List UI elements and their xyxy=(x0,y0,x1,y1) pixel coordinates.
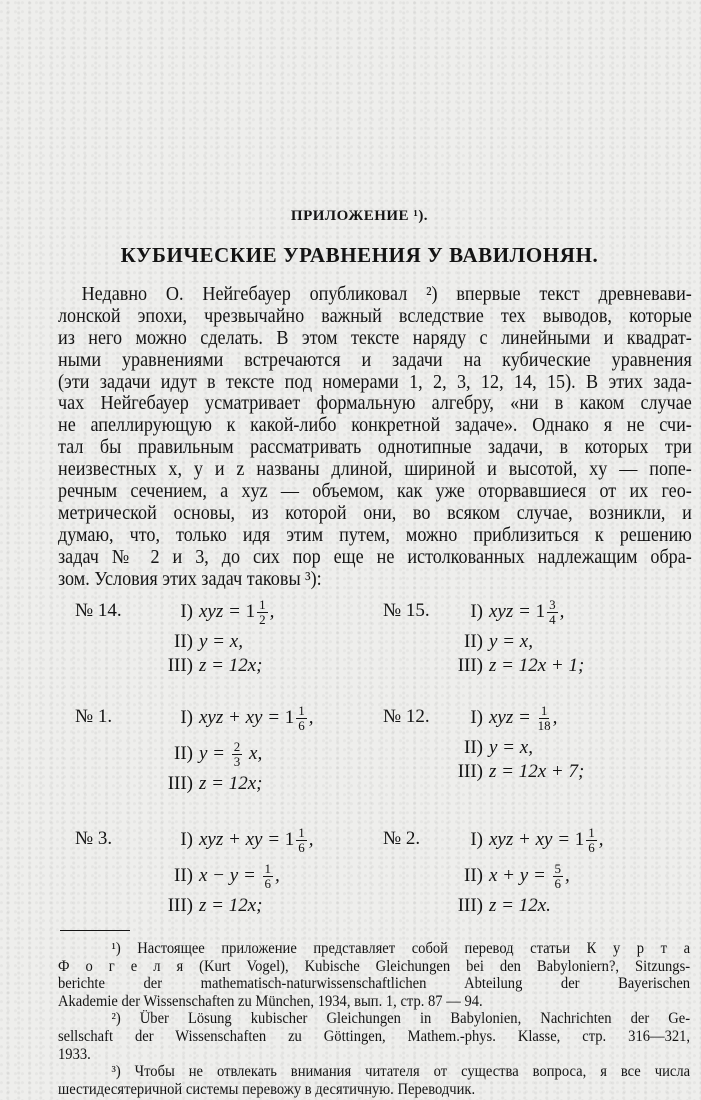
denominator: 18 xyxy=(537,717,551,733)
equation-lhs: x − y = xyxy=(199,864,261,886)
equation xyxy=(199,704,314,733)
body-text xyxy=(58,284,692,590)
equation-lhs: z = 12x. xyxy=(489,895,551,916)
numerator: 1 xyxy=(259,596,266,612)
fraction xyxy=(538,704,551,733)
body-line: (эти задачи идут в тексте под номерами 1, 2, 3, 12, 14, 15). В этих зада- xyxy=(58,371,692,393)
problem-block xyxy=(75,822,314,918)
condition-row xyxy=(391,630,584,654)
equation-lhs: z = 12x; xyxy=(199,773,263,794)
numerator: 2 xyxy=(233,738,241,754)
condition-label: II) xyxy=(174,865,193,886)
condition-label: I) xyxy=(180,829,193,850)
fraction xyxy=(263,862,274,891)
condition-row xyxy=(391,894,604,918)
fraction xyxy=(586,826,597,855)
condition-label: I) xyxy=(180,707,193,728)
problem-block xyxy=(75,594,274,678)
problem-number: № 1. xyxy=(75,706,113,727)
problem-block xyxy=(75,700,314,796)
equation-lhs: y = x, xyxy=(489,737,533,758)
equation xyxy=(489,704,557,733)
equation xyxy=(199,598,274,627)
equation xyxy=(489,737,533,759)
whole-part: 1 xyxy=(284,706,295,728)
equation xyxy=(489,862,570,891)
equation-tail: , xyxy=(269,600,275,622)
footnote-line: ²) Über Lösung kubischer Gleichungen in Babylonien, Nachrichten der Ge- xyxy=(111,1010,691,1028)
equation xyxy=(489,598,564,627)
equation-lhs: xyz = xyxy=(199,600,246,622)
whole-part: 1 xyxy=(284,828,295,850)
equation-lhs: z = 12x + 1; xyxy=(489,655,585,676)
denominator: 3 xyxy=(233,753,241,769)
equation xyxy=(199,895,262,917)
equation xyxy=(199,655,262,677)
equation-lhs: y = x, xyxy=(199,631,243,652)
equation-tail: x, xyxy=(244,742,263,764)
footnote-line: шестидесятеричной системы перевожу в десятичную. Переводчик. xyxy=(58,1080,476,1098)
equation xyxy=(489,895,551,917)
numerator: 5 xyxy=(554,860,562,876)
condition-label: III) xyxy=(457,655,483,676)
problem-block xyxy=(383,700,584,784)
footnotes xyxy=(58,940,690,1098)
condition-label: I) xyxy=(470,707,483,728)
problem-block xyxy=(383,594,584,678)
equation-lhs: xyz + xy = xyxy=(199,706,285,728)
condition-label: III) xyxy=(457,761,483,782)
equation-lhs: y = xyxy=(199,742,230,764)
condition-label: II) xyxy=(464,631,483,652)
equation-lhs: xyz = xyxy=(489,600,536,622)
condition-label: II) xyxy=(464,737,483,758)
body-line: думаю, что, только идя этим путем, можно приблизиться к решению xyxy=(58,524,692,546)
denominator: 6 xyxy=(588,839,595,855)
condition-row xyxy=(88,630,274,654)
body-line: из него можно сделать. В этом тексте наряду с линейными и квадрат- xyxy=(58,327,692,349)
condition-label: III) xyxy=(457,895,483,916)
body-line: неизвестных x, y и z названы длиной, шириной и высотой, xy — попе- xyxy=(58,459,692,481)
condition-row xyxy=(88,894,314,918)
whole-part: 1 xyxy=(535,600,546,622)
problem-number: № 14. xyxy=(75,600,122,621)
condition-row xyxy=(88,654,274,678)
equation-lhs: z = 12x; xyxy=(199,655,263,676)
condition-row xyxy=(88,772,314,796)
numerator: 1 xyxy=(298,702,305,718)
body-line: не апеллирующую к какой-либо конкретной задаче». Однако я не счи- xyxy=(58,415,692,437)
condition-row xyxy=(391,858,604,894)
equation xyxy=(199,740,262,769)
equation-lhs: z = 12x; xyxy=(199,895,263,916)
denominator: 6 xyxy=(298,839,305,855)
footnote-line: 1933. xyxy=(58,1045,91,1063)
condition-label: I) xyxy=(470,601,483,622)
problem-number: № 15. xyxy=(383,600,430,621)
equation-tail: , xyxy=(308,706,314,728)
condition-row xyxy=(88,736,314,772)
denominator: 6 xyxy=(264,875,272,891)
equation-tail: , xyxy=(275,864,280,886)
condition-label: II) xyxy=(174,743,193,764)
problem-number: № 2. xyxy=(383,828,421,849)
equation xyxy=(199,826,314,855)
body-line: зом. Условия этих задач таковы ³): xyxy=(58,568,322,590)
body-line: задач № 2 и 3, до сих пор еще не истолкованных надлежащим обра- xyxy=(58,546,692,568)
body-line: речным сечением, а xyz — объемом, как уже оторвавшиеся от их гео- xyxy=(58,481,692,503)
fraction xyxy=(296,826,307,855)
body-line: тал бы правильным рассматривать однотипные задачи, в которых три xyxy=(58,437,692,459)
equation-tail: , xyxy=(598,828,604,850)
denominator: 2 xyxy=(259,611,266,627)
body-line: лонской эпохи, чрезвычайно важный вследствие тех выводов, которые xyxy=(58,305,692,327)
equation-lhs: xyz + xy = xyxy=(199,828,285,850)
equation-lhs: xyz = xyxy=(489,706,536,728)
equation xyxy=(489,631,533,653)
fraction xyxy=(547,598,558,627)
condition-row xyxy=(88,700,314,736)
equation xyxy=(199,773,262,795)
denominator: 6 xyxy=(554,875,562,891)
footnote-line: berichte der mathematisch-naturwissenschaftlichen Abteilung der Bayerischen xyxy=(58,975,691,993)
condition-label: I) xyxy=(180,601,193,622)
equation xyxy=(199,631,243,653)
equation-lhs: xyz + xy = xyxy=(489,828,575,850)
condition-row xyxy=(391,760,584,784)
problem-block xyxy=(383,822,604,918)
equation-tail: , xyxy=(565,864,570,886)
equation-lhs: z = 12x + 7; xyxy=(489,761,585,782)
condition-row xyxy=(391,654,584,678)
equation xyxy=(199,862,280,891)
body-line: метрической основы, из которой они, во всяком случае, возникли, и xyxy=(58,502,692,524)
equation xyxy=(489,826,604,855)
equation-tail: , xyxy=(552,706,558,728)
chapter-heading: КУБИЧЕСКИЕ УРАВНЕНИЯ У ВАВИЛОНЯН. xyxy=(120,243,599,267)
footnote-line: ³) Чтобы не отвлекать внимания читателя от существа вопроса, я все числа xyxy=(111,1063,691,1081)
whole-part: 1 xyxy=(245,600,256,622)
fraction xyxy=(296,704,307,733)
footnote-line: Ф о г е л я (Kurt Vogel), Kubische Gleichungen bei den Babyloniern?, Sitzungs- xyxy=(58,957,691,975)
problem-number: № 12. xyxy=(383,706,430,727)
equation-tail: , xyxy=(559,600,565,622)
numerator: 1 xyxy=(540,702,548,718)
fraction xyxy=(257,598,268,627)
equation-lhs: x + y = xyxy=(489,864,551,886)
denominator: 6 xyxy=(298,717,305,733)
equation xyxy=(489,655,584,677)
body-line: чах Нейгебауер усматривает формальную алгебру, «ни в каком случае xyxy=(58,393,692,415)
condition-label: III) xyxy=(167,655,193,676)
equation xyxy=(489,761,584,783)
whole-part: 1 xyxy=(574,828,585,850)
equation-tail: , xyxy=(308,828,314,850)
condition-row xyxy=(88,822,314,858)
condition-label: II) xyxy=(174,631,193,652)
condition-label: III) xyxy=(167,773,193,794)
footnote-line: Akademie der Wissenschaften zu München, 1934, вып. 1, стр. 87 — 94. xyxy=(58,992,483,1010)
footnote-line: sellschaft der Wissenschaften zu Göttingen, Mathem.-phys. Klasse, стр. 316—321, xyxy=(58,1027,691,1045)
numerator: 1 xyxy=(588,824,595,840)
fraction xyxy=(553,862,564,891)
condition-row xyxy=(391,822,604,858)
fraction xyxy=(232,740,243,769)
appendix-title: ПРИЛОЖЕНИЕ ¹). xyxy=(290,208,429,224)
condition-label: II) xyxy=(464,865,483,886)
numerator: 3 xyxy=(549,596,556,612)
problem-number: № 3. xyxy=(75,828,113,849)
body-line: Недавно О. Нейгебауер опубликовал ²) впервые текст древневави- xyxy=(81,284,692,305)
equation-lhs: y = x, xyxy=(489,631,533,652)
numerator: 1 xyxy=(264,860,272,876)
numerator: 1 xyxy=(298,824,305,840)
condition-row xyxy=(391,736,584,760)
footnote-line: ¹) Настоящее приложение представляет собой перевод статьи К у р т а xyxy=(111,940,691,957)
condition-row xyxy=(88,858,314,894)
footnote-divider xyxy=(60,930,130,931)
condition-label: III) xyxy=(167,895,193,916)
condition-label: I) xyxy=(470,829,483,850)
denominator: 4 xyxy=(549,611,556,627)
body-line: ными уравнениями встречаются и задачи на кубические уравнения xyxy=(58,349,692,371)
